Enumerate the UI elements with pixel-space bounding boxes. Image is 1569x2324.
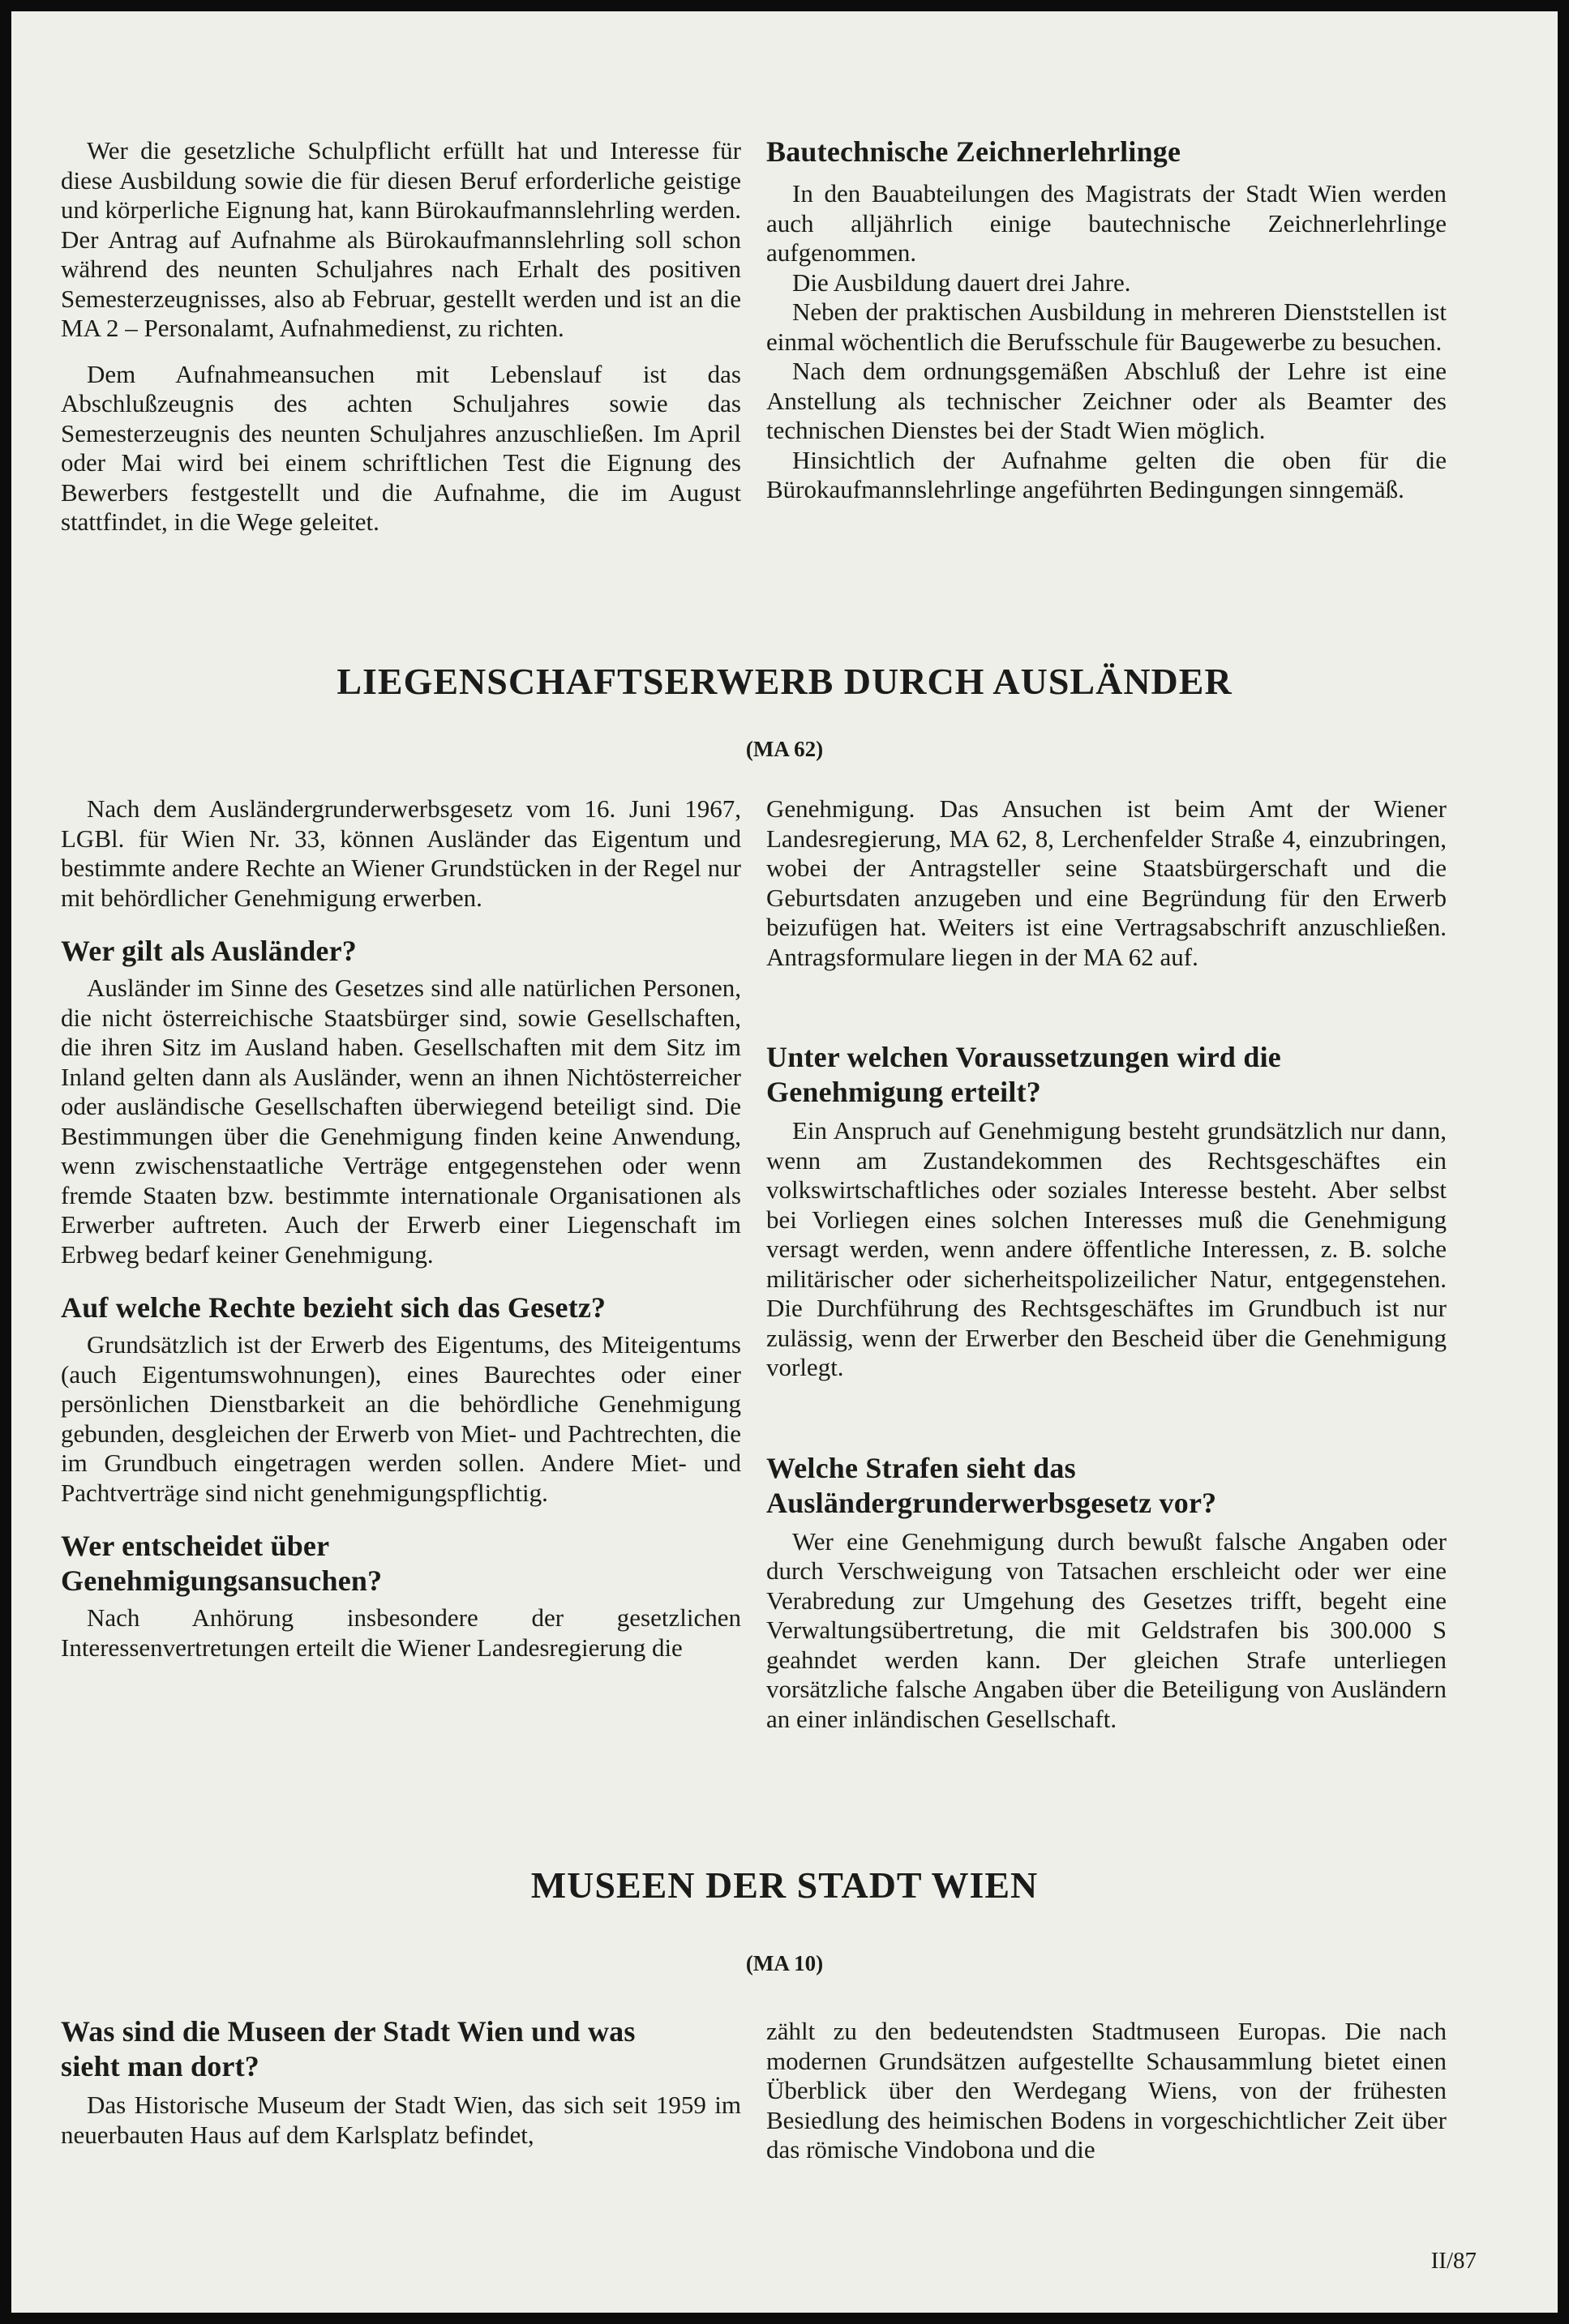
document-page — [11, 11, 1558, 2313]
subheading-line: Was sind die Museen der Stadt Wien und was — [61, 2015, 636, 2048]
top-right-column — [766, 135, 1447, 505]
paragraph: Wer eine Genehmigung durch bewußt falsche Angaben oder durch Verschweigung von Tatsachen erschleicht oder wer eine Verabredung zur Umgehung des Gesetzes trifft, begeht eine Verwaltungsübertretung, die mit Geldstrafen bis 300.000 S geahndet werden kann. Der gleichen Strafe unterliegen vorsätzliche falsche Angaben über die Beteiligung von Ausländern an einer inländischen Gesellschaft. — [766, 1526, 1447, 1733]
section-title: LIEGENSCHAFTSERWERB DURCH AUSLÄNDER — [337, 661, 1232, 702]
subheading: Auf welche Rechte bezieht sich das Gesetz? — [61, 1291, 607, 1324]
subheading-line: Ausländergrunderwerbsgesetz vor? — [766, 1486, 1217, 1519]
paragraph: Wer die gesetzliche Schulpflicht erfüllt hat und Interesse für diese Ausbildung sowie die für diesen Beruf erforderliche geistige und körperliche Eignung hat, kann Bürokaufmannslehrling werden. Der Antrag auf Aufnahme als Bürokaufmannslehrling soll schon während des neunten Schuljahres nach Erhalt des positiven Semesterzeugnisses, also ab Februar, gestellt werden und ist an die MA 2 – Personalamt, Aufnahmedienst, zu richten. — [61, 136, 741, 342]
paragraph: Ausländer im Sinne des Gesetzes sind alle natürlichen Personen, die nicht österreichische Staatsbürger sind, sowie Gesellschaften, die ihren Sitz im Ausland haben. Gesellschaften mit dem Sitz im Inland gelten dann als Ausländer, wenn an ihnen Nichtösterreicher oder ausländische Gesellschaften überwiegend beteiligt sind. Die Bestimmungen über die Genehmigung finden keine Anwendung, wenn zwischenstaatliche Verträge entgegenstehen oder wenn fremde Staaten bzw. bestimmte internationale Organisationen als Erwerber auftreten. Auch der Erwerb einer Liegenschaft im Erbweg bedarf keiner Genehmigung. — [61, 974, 741, 1269]
paragraph: Die Ausbildung dauert drei Jahre. — [792, 267, 1131, 297]
subheading: Wer gilt als Ausländer? — [61, 935, 357, 967]
paragraph: Das Historische Museum der Stadt Wien, das sich seit 1959 im neuerbauten Haus auf dem Karlsplatz befindet, — [61, 2091, 741, 2149]
paragraph: Nach Anhörung insbesondere der gesetzlichen Interessenvertretungen erteilt die Wiener Landesregierung die — [61, 1603, 741, 1662]
paragraph: Neben der praktischen Ausbildung in mehreren Dienststellen ist einmal wöchentlich die Berufsschule für Baugewerbe zu besuchen. — [766, 297, 1447, 356]
subheading — [766, 1040, 1447, 1110]
section1-right-column — [766, 794, 1447, 1734]
paragraph: Genehmigung. Das Ansuchen ist beim Amt der Wiener Landesregierung, MA 62, 8, Lerchenfelder Straße 4, einzubringen, wobei der Antragsteller seine Staatsbürgerschaft und die Geburtsdaten anzugeben und eine Begründung für den Erwerb beizufügen hat. Weiters ist eine Vertragsabschrift anzuschließen. Antragsformulare liegen in der MA 62 auf. — [766, 794, 1447, 971]
section2-left-column — [61, 2014, 741, 2150]
subheading-line: sieht man dort? — [61, 2050, 259, 2082]
subheading-line: Genehmigungsansuchen? — [61, 1564, 383, 1597]
page-number: II/87 — [1430, 2248, 1477, 2274]
paragraph: zählt zu den bedeutendsten Stadtmuseen Europas. Die nach modernen Grundsätzen aufgestellte Schausammlung bietet einen Überblick über den Werdegang Wiens, von der frühesten Besiedlung des heimischen Bodens in vorgeschichtlicher Zeit über das römische Vindobona und die — [766, 2017, 1447, 2164]
paragraph: Hinsichtlich der Aufnahme gelten die oben für die Bürokaufmannslehrlinge angeführten Bedingungen sinngemäß. — [766, 445, 1447, 503]
paragraph: Dem Aufnahmeansuchen mit Lebenslauf ist das Abschlußzeugnis des achten Schuljahres sowie das Semesterzeugnis des neunten Schuljahres anzuschließen. Im April oder Mai wird bei einem schriftlichen Test die Eignung des Bewerbers festgestellt und die Aufnahme, die im August stattfindet, in die Wege geleitet. — [61, 359, 741, 536]
section-title: MUSEEN DER STADT WIEN — [530, 1864, 1039, 1906]
top-left-column — [61, 136, 741, 537]
subheading-line: Unter welchen Voraussetzungen wird die — [766, 1041, 1281, 1073]
subheading-line: Welche Strafen sieht das — [766, 1451, 1076, 1484]
subheading — [766, 1451, 1447, 1521]
section-subtitle: (MA 10) — [745, 1951, 824, 1975]
paragraph: In den Bauabteilungen des Magistrats der Stadt Wien werden auch alljährlich einige bautechnische Zeichnerlehrlinge aufgenommen. — [766, 179, 1447, 267]
section-subtitle: (MA 62) — [745, 737, 824, 761]
section-heading: Bautechnische Zeichnerlehrlinge — [766, 135, 1181, 168]
section1-left-column — [61, 794, 741, 1663]
subheading — [61, 2014, 741, 2084]
paragraph: Nach dem Ausländergrunderwerbsgesetz vom 16. Juni 1967, LGBl. für Wien Nr. 33, können Ausländer das Eigentum und bestimmte andere Rechte an Wiener Grundstücken in der Regel nur mit behördlicher Genehmigung erwerben. — [61, 794, 741, 912]
paragraph: Ein Anspruch auf Genehmigung besteht grundsätzlich nur dann, wenn am Zustandekommen des Rechtsgeschäftes ein volkswirtschaftliches oder soziales Interesse besteht. Aber selbst bei Vorliegen eines solchen Interesses muß die Genehmigung versagt werden, wenn andere öffentliche Interessen, z. B. solche militärischer oder sicherheitspolizeilicher Natur, entgegenstehen. Die Durchführung des Rechtsgeschäftes im Grundbuch ist nur zulässig, wenn der Erwerber den Bescheid über die Genehmigung vorlegt. — [766, 1116, 1447, 1381]
section2-right-column — [766, 2017, 1447, 2165]
subheading — [61, 1529, 741, 1599]
subheading-line: Genehmigung erteilt? — [766, 1076, 1041, 1108]
paragraph: Grundsätzlich ist der Erwerb des Eigentums, des Miteigentums (auch Eigentumswohnungen), eines Baurechtes oder einer persönlichen Dienstbarkeit an die behördliche Genehmigung gebunden, desgleichen der Erwerb von Miet- und Pachtrechten, die im Grundbuch eingetragen werden sollen. Andere Miet- und Pachtverträge sind nicht genehmigungspflichtig. — [61, 1330, 741, 1507]
paragraph: Nach dem ordnungsgemäßen Abschluß der Lehre ist eine Anstellung als technischer Zeichner oder als Beamter des technischen Dienstes bei der Stadt Wien möglich. — [766, 357, 1447, 444]
subheading-line: Wer entscheidet über — [61, 1530, 330, 1562]
